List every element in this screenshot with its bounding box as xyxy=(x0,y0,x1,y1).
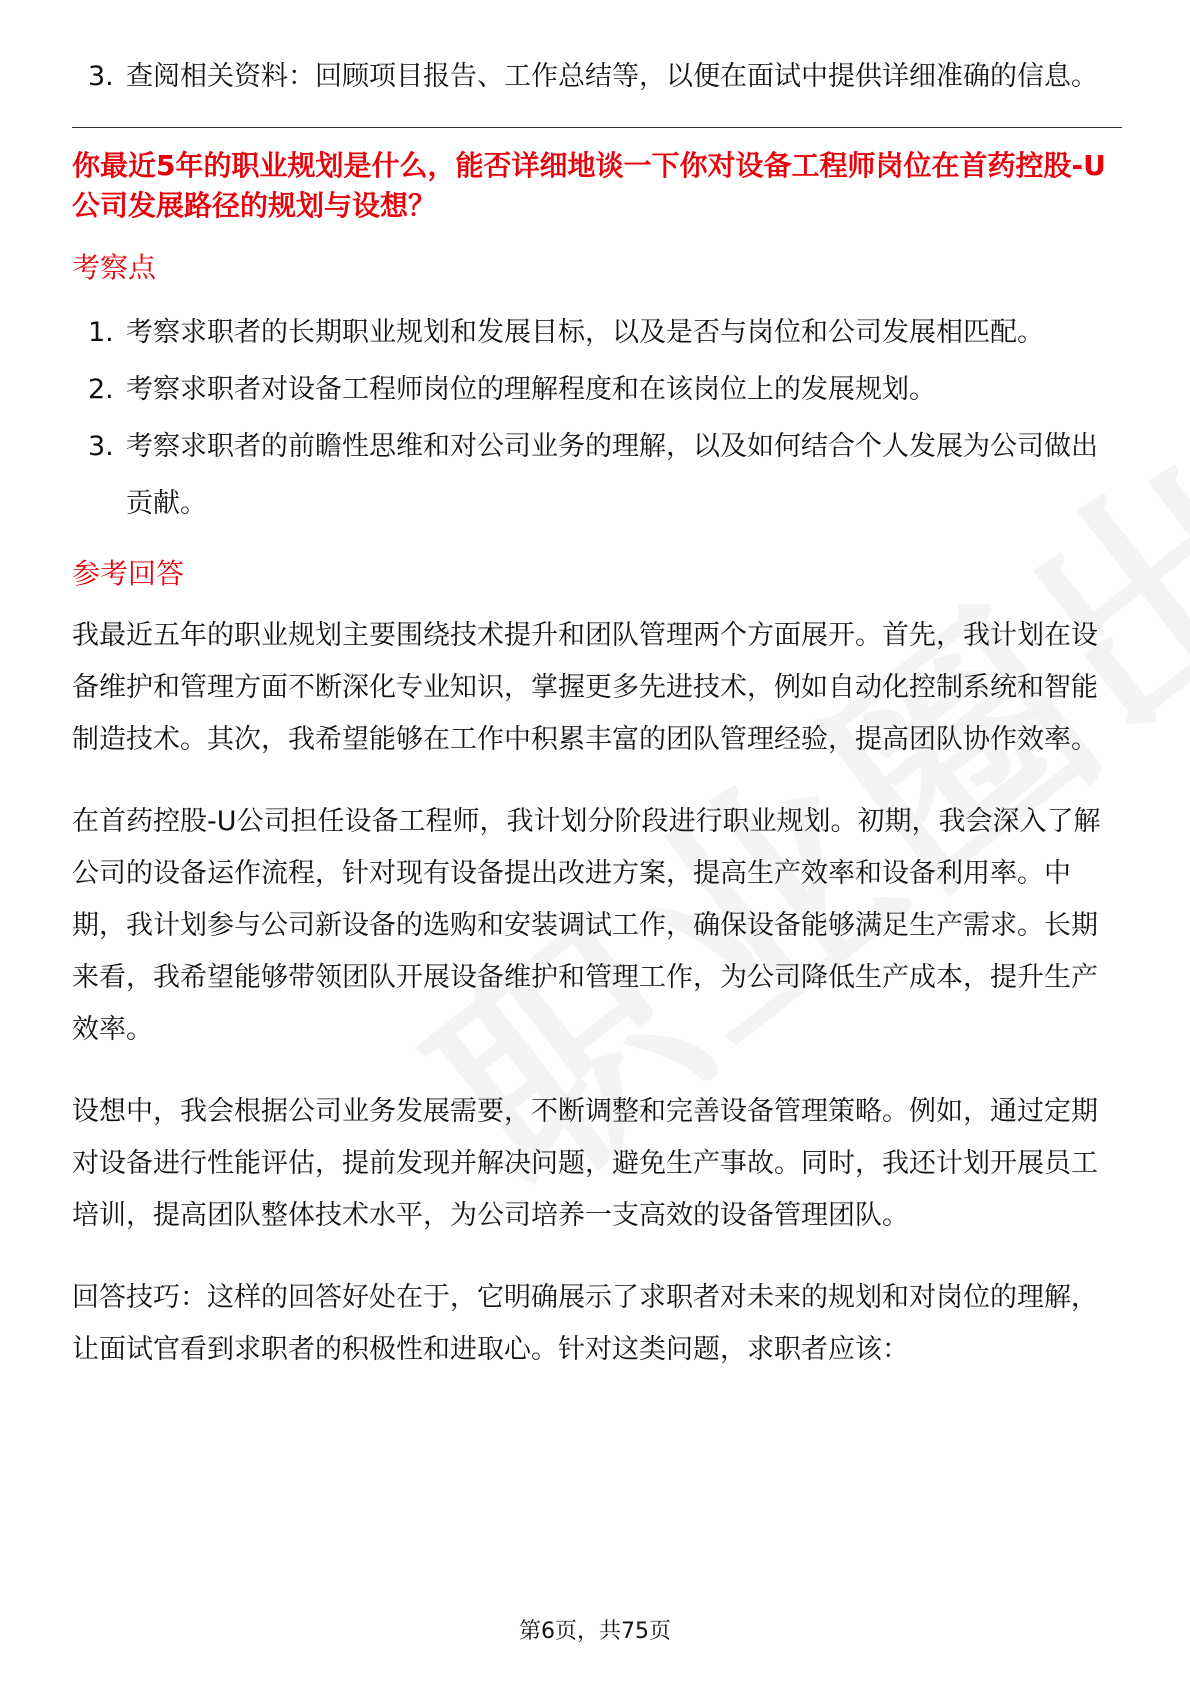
prep-list xyxy=(72,48,1122,105)
list-item-text: 考察求职者对设备工程师岗位的理解程度和在该岗位上的发展规划。 xyxy=(126,374,936,405)
list-item xyxy=(72,418,1122,532)
reference-heading: 参考回答 xyxy=(72,557,185,590)
list-item xyxy=(72,48,1122,105)
page-content xyxy=(72,48,1122,1406)
assessment-list xyxy=(72,304,1122,532)
answer-paragraph: 在首药控股-U公司担任设备工程师，我计划分阶段进行职业规划。初期，我会深入了解公司的设备运作流程，针对现有设备提出改进方案，提高生产效率和设备利用率。中期，我计划参与公司新设备的选购和安装调试工作，确保设备能够满足生产需求。长期来看，我希望能够带领团队开展设备维护和管理工作，为公司降低生产成本，提升生产效率。 xyxy=(72,806,1101,1045)
answer-paragraph: 我最近五年的职业规划主要围绕技术提升和团队管理两个方面展开。首先，我计划在设备维护和管理方面不断深化专业知识，掌握更多先进技术，例如自动化控制系统和智能制造技术。其次，我希望能够在工作中积累丰富的团队管理经验，提高团队协作效率。 xyxy=(72,620,1098,755)
list-item-number: 1. xyxy=(88,317,114,348)
list-item-text: 考察求职者的前瞻性思维和对公司业务的理解，以及如何结合个人发展为公司做出贡献。 xyxy=(126,431,1098,519)
assessment-heading: 考察点 xyxy=(72,251,157,284)
section-divider xyxy=(72,127,1122,128)
answer-paragraph: 设想中，我会根据公司业务发展需要，不断调整和完善设备管理策略。例如，通过定期对设备进行性能评估，提前发现并解决问题，避免生产事故。同时，我还计划开展员工培训，提高团队整体技术水平，为公司培养一支高效的设备管理团队。 xyxy=(72,1096,1098,1231)
question-heading: 你最近5年的职业规划是什么，能否详细地谈一下你对设备工程师岗位在首药控股-U公司发展路径的规划与设想？ xyxy=(72,149,1106,222)
list-item xyxy=(72,304,1122,361)
answer-tips-paragraph: 回答技巧：这样的回答好处在于，它明确展示了求职者对未来的规划和对岗位的理解，让面试官看到求职者的积极性和进取心。针对这类问题，求职者应该： xyxy=(72,1282,1098,1365)
list-item xyxy=(72,361,1122,418)
page-footer: 第6页，共75页 xyxy=(519,1619,671,1644)
list-item-number: 2. xyxy=(88,374,114,405)
list-item-number: 3. xyxy=(88,61,114,92)
list-item-text: 查阅相关资料：回顾项目报告、工作总结等，以便在面试中提供详细准确的信息。 xyxy=(126,61,1098,92)
list-item-text: 考察求职者的长期职业规划和发展目标，以及是否与岗位和公司发展相匹配。 xyxy=(126,317,1044,348)
list-item-number: 3. xyxy=(88,431,114,462)
